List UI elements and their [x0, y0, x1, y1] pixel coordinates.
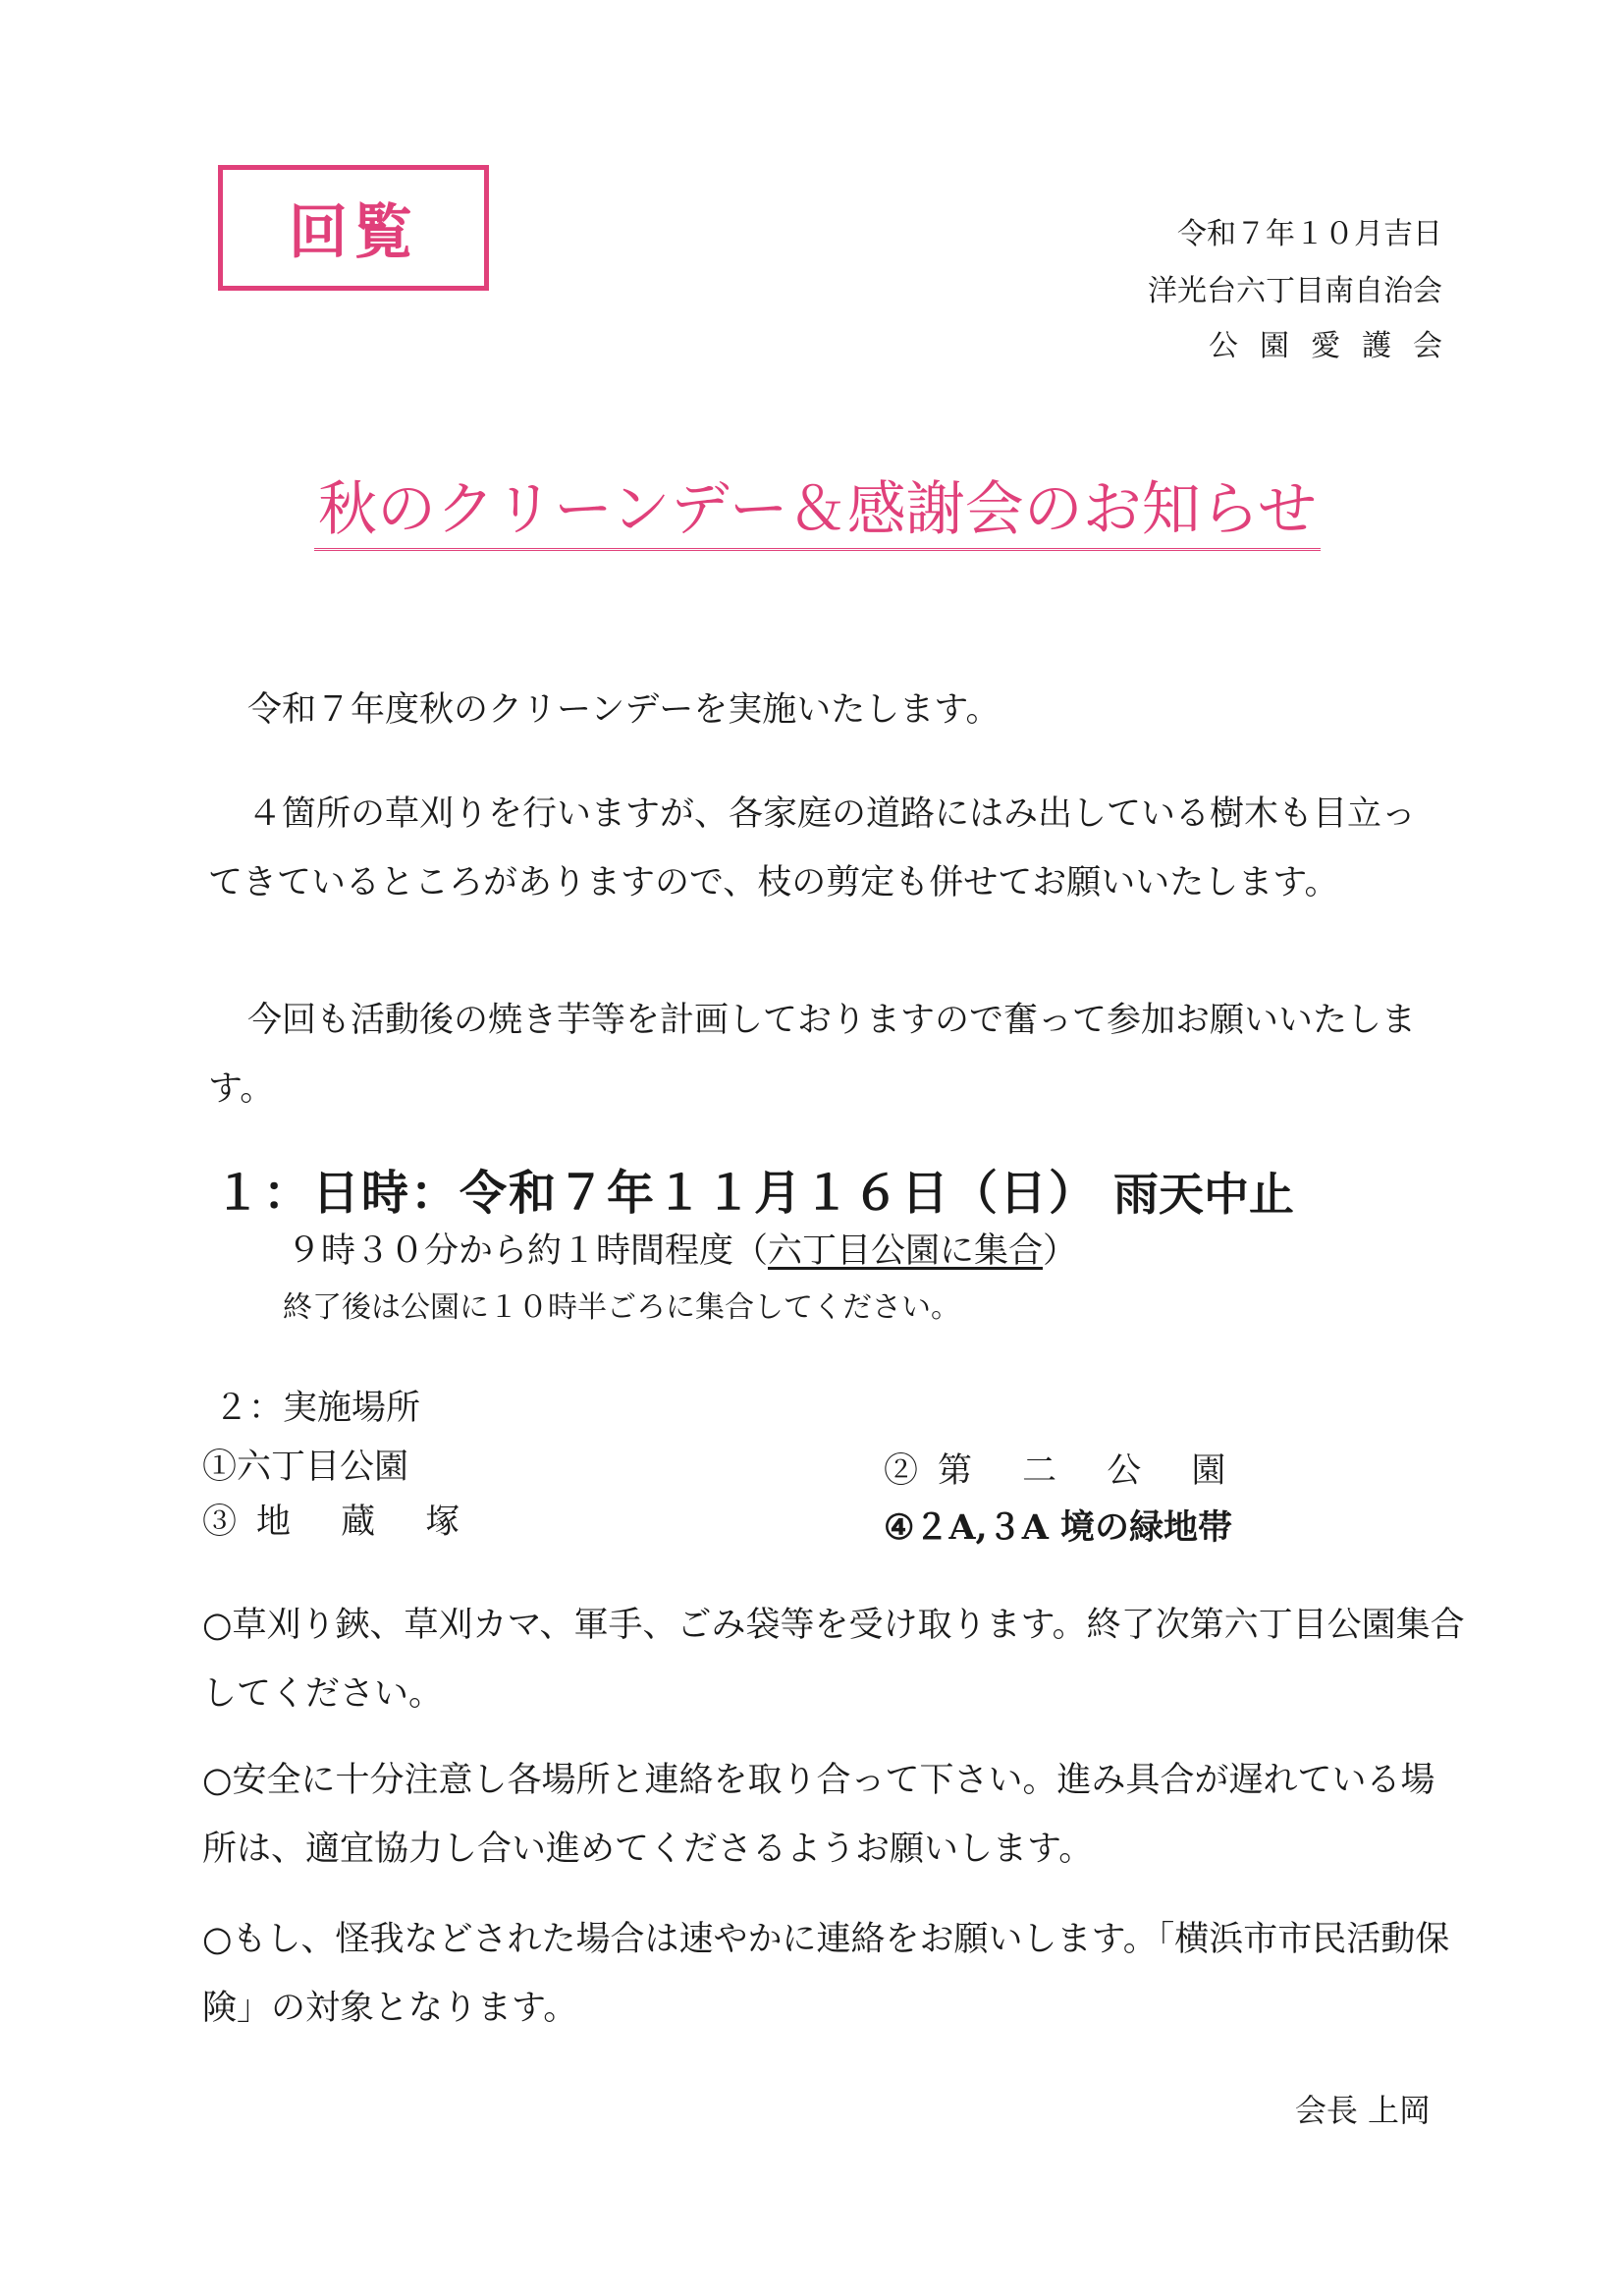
issue-date: 令和７年１０月吉日 — [1177, 217, 1442, 251]
issuer-group: 公園愛護会 — [1209, 329, 1464, 363]
paragraph-1: 令和７年度秋のクリーンデーを実施いたします。 — [247, 690, 1001, 730]
after-event-note: 終了後は公園に１０時半ごろに集合してください。 — [283, 1290, 960, 1325]
safety-note: ○安全に十分注意し各場所と連絡を取り合って下さい。進み具合が遅れている場所は、適宜協力し合い進めてくださるようお願いします。 — [202, 1761, 1435, 1869]
intro-paragraph — [208, 676, 1445, 744]
meeting-place: 六丁目公園に集合 — [768, 1231, 1044, 1271]
sweet-potato-paragraph — [208, 986, 1445, 1123]
pruning-paragraph — [208, 780, 1445, 917]
injury-note: ○もし、怪我などされた場合は速やかに連絡をお願いします。「横浜市市民活動保険」の対象となります。 — [202, 1920, 1450, 2028]
signature: 会長 上岡 — [1294, 2092, 1431, 2129]
time-prefix: ９時３０分から約１時間程度（ — [287, 1231, 769, 1271]
issuer-organization: 洋光台六丁目南自治会 — [1148, 274, 1442, 308]
location-2: ②第 二 公 園 — [884, 1451, 1246, 1491]
notice-title-container — [0, 477, 1623, 551]
locations-heading: ２：実施場所 — [214, 1389, 421, 1428]
location-4: ④２A,３A 境の緑地帯 — [884, 1507, 1233, 1548]
paragraph-2: ４箇所の草刈りを行いますが、各家庭の道路にはみ出している樹木も目立ってきているところがありますので、枝の剪定も併せてお願いいたします。 — [208, 794, 1417, 902]
time-suffix: ） — [1043, 1231, 1078, 1271]
circulation-stamp — [218, 165, 489, 291]
stamp-text: 回覧 — [289, 198, 418, 267]
rain-cancellation: 雨天中止 — [1113, 1168, 1294, 1221]
notice-title: 秋のクリーンデー＆感謝会のお知らせ — [314, 477, 1321, 551]
event-datetime: １：日時：令和７年１１月１６日（日） — [214, 1166, 1099, 1221]
paragraph-3: 今回も活動後の焼き芋等を計画しておりますので奮って参加お願いいたします。 — [208, 1001, 1417, 1109]
event-time — [287, 1224, 1077, 1273]
location-1: ①六丁目公園 — [202, 1448, 409, 1487]
tools-note: ○草刈り鋏、草刈カマ、軍手、ごみ袋等を受け取ります。終了次第六丁目公園集合してください。 — [202, 1606, 1465, 1714]
location-3: ③地 蔵 塚 — [202, 1503, 480, 1542]
